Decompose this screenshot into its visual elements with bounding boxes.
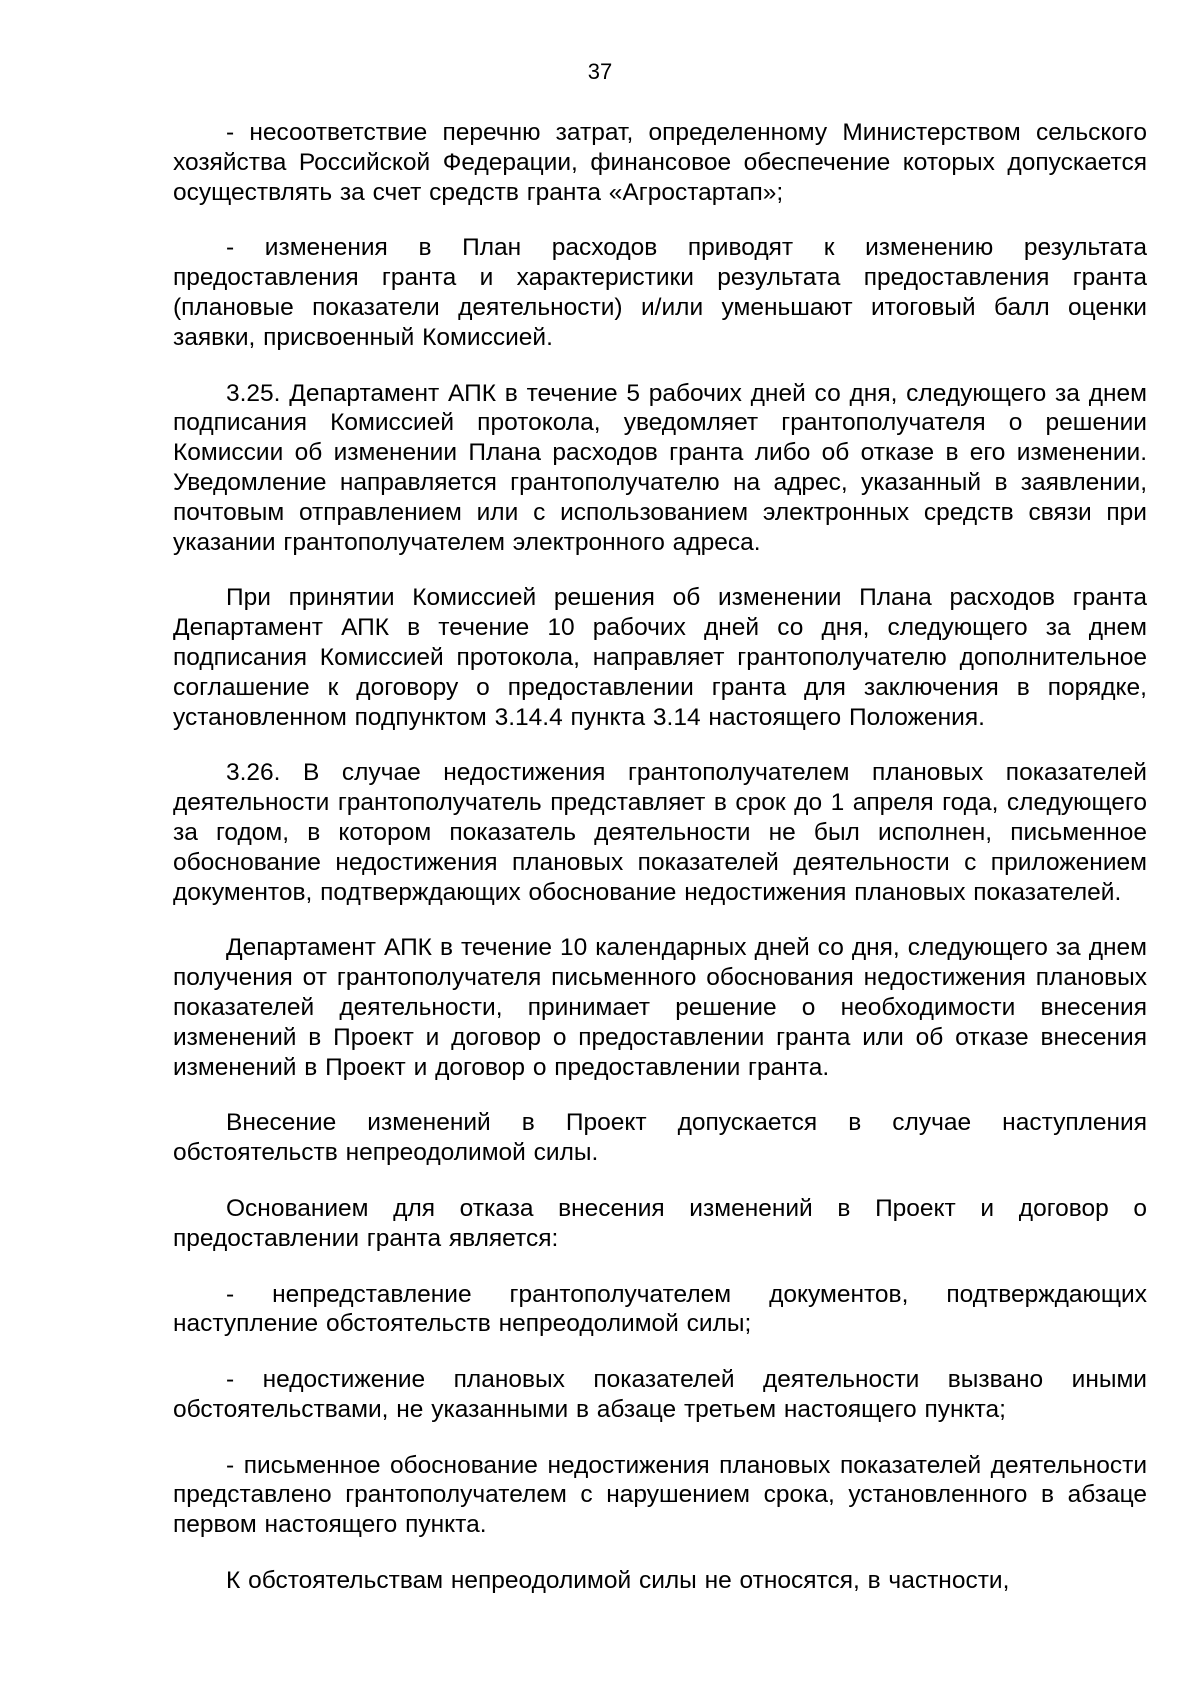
- paragraph: 3.26. В случае недостижения грантополучателем плановых показателей деятельности грантополучатель представляет в срок до 1 апреля года, следующего за годом, в котором показатель деятельности не был исполнен, письменное обоснование недостижения плановых показателей деятельности с приложением документов, подтверждающих обоснование недостижения плановых показателей.: [173, 759, 1147, 906]
- paragraph: - несоответствие перечню затрат, определенному Министерством сельского хозяйства Российской Федерации, финансовое обеспечение которых допускается осуществлять за счет средств гранта «Агростартап»;: [173, 119, 1147, 206]
- page-number: 37: [587, 59, 613, 84]
- paragraph: Департамент АПК в течение 10 календарных дней со дня, следующего за днем получения от грантополучателя письменного обоснования недостижения плановых показателей деятельности, принимает решение о необходимости внесения изменений в Проект и договор о предоставлении гранта или об отказе внесения изменений в Проект и договор о предоставлении гранта.: [173, 934, 1147, 1081]
- paragraph: - непредставление грантополучателем документов, подтверждающих наступление обстоятельств непреодолимой силы;: [173, 1280, 1147, 1338]
- paragraph: Внесение изменений в Проект допускается в случае наступления обстоятельств непреодолимой силы.: [173, 1109, 1147, 1167]
- document-body: [173, 118, 1147, 1596]
- paragraph: - изменения в План расходов приводят к изменению результата предоставления гранта и характеристики результата предоставления гранта (плановые показатели деятельности) и/или уменьшают итоговый балл оценки заявки, присвоенный Комиссией.: [173, 234, 1147, 351]
- paragraph: 3.25. Департамент АПК в течение 5 рабочих дней со дня, следующего за днем подписания Комиссией протокола, уведомляет грантополучателя о решении Комиссии об изменении Плана расходов гранта либо об отказе в его изменении. Уведомление направляется грантополучателю на адрес, указанный в заявлении, почтовым отправлением или с использованием электронных средств связи при указании грантополучателем электронного адреса.: [173, 379, 1147, 556]
- paragraph: Основанием для отказа внесения изменений в Проект и договор о предоставлении гранта является:: [173, 1194, 1147, 1252]
- paragraph: - недостижение плановых показателей деятельности вызвано иными обстоятельствами, не указанными в абзаце третьем настоящего пункта;: [173, 1366, 1147, 1423]
- paragraph: К обстоятельствам непреодолимой силы не относятся, в частности,: [226, 1567, 1010, 1595]
- paragraph: - письменное обоснование недостижения плановых показателей деятельности представлено грантополучателем с нарушением срока, установленного в абзаце первом настоящего пункта.: [173, 1451, 1147, 1539]
- paragraph: При принятии Комиссией решения об изменении Плана расходов гранта Департамент АПК в течение 10 рабочих дней со дня, следующего за днем подписания Комиссией протокола, направляет грантополучателю дополнительное соглашение к договору о предоставлении гранта для заключения в порядке, установленном подпунктом 3.14.4 пункта 3.14 настоящего Положения.: [173, 584, 1147, 731]
